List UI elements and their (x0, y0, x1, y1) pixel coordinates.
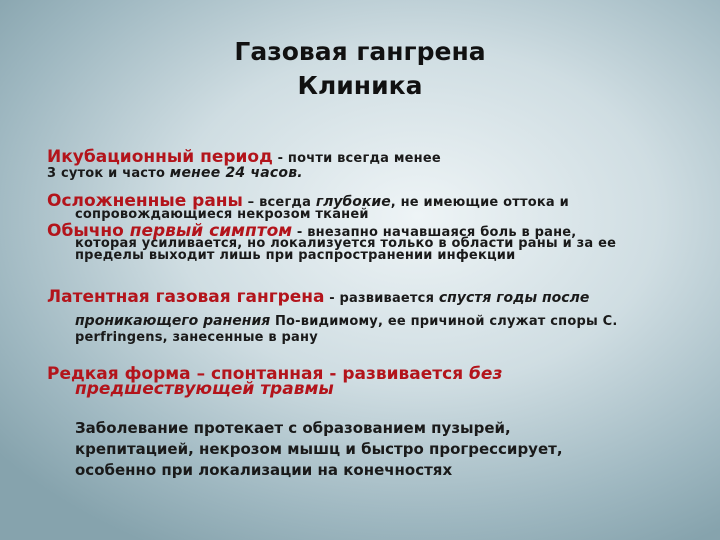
slide-subtitle: Клиника (297, 71, 423, 100)
complicated-text-1: – всегда (242, 195, 316, 210)
complicated-text-2: , не имеющие оттока и (390, 195, 569, 210)
rare-text: - развивается (323, 364, 470, 384)
first-symptom-text-1: - внезапно начавшаяся боль в ране, (292, 225, 577, 240)
incubation-emphasis: менее 24 часов. (169, 165, 303, 181)
latent-term: Латентная газовая гангрена (47, 287, 325, 307)
disease-line-3: особенно при локализации на конечностях (75, 461, 453, 479)
latent-line-1 (47, 287, 589, 307)
incubation-line-2 (47, 165, 303, 181)
incubation-line-2-text: 3 суток и часто (47, 166, 170, 181)
rare-term: Редкая форма – спонтанная (47, 364, 324, 384)
latent-emphasis: спустя годы после (438, 290, 590, 306)
complicated-term: Осложненные раны (47, 191, 243, 211)
incubation-term: Икубационный период (47, 147, 273, 167)
disease-line-1: Заболевание протекает с образованием пузырей, (75, 419, 511, 437)
disease-line-2: крепитацией, некрозом мышц и быстро прогрессирует, (75, 440, 563, 458)
first-symptom-line-2: которая усиливается, но локализуется только в области раны и за ее (75, 236, 617, 251)
rare-emphasis: без (469, 364, 503, 384)
first-symptom-term-a: Обычно (47, 221, 130, 241)
latent-line-2-text: По-видимому, ее причиной служат споры С. (270, 314, 618, 329)
incubation-text: - почти всегда менее (272, 151, 441, 166)
latent-line-3: perfringens, занесенные в рану (75, 330, 318, 345)
first-symptom-line-3: пределы выходит лишь при распространении инфекции (75, 248, 516, 263)
incubation-line-1 (47, 147, 441, 167)
rare-line-2: предшествующей травмы (75, 379, 334, 399)
slide-title: Газовая гангрена (234, 37, 486, 66)
latent-text-1: - развивается (324, 291, 439, 306)
complicated-line-2: сопровождающиеся некрозом тканей (75, 207, 369, 222)
latent-line-2-emphasis: проникающего ранения (75, 313, 271, 329)
latent-line-2 (75, 310, 618, 329)
first-symptom-term-b: первый симптом (129, 221, 293, 241)
complicated-emphasis: глубокие (315, 194, 391, 210)
